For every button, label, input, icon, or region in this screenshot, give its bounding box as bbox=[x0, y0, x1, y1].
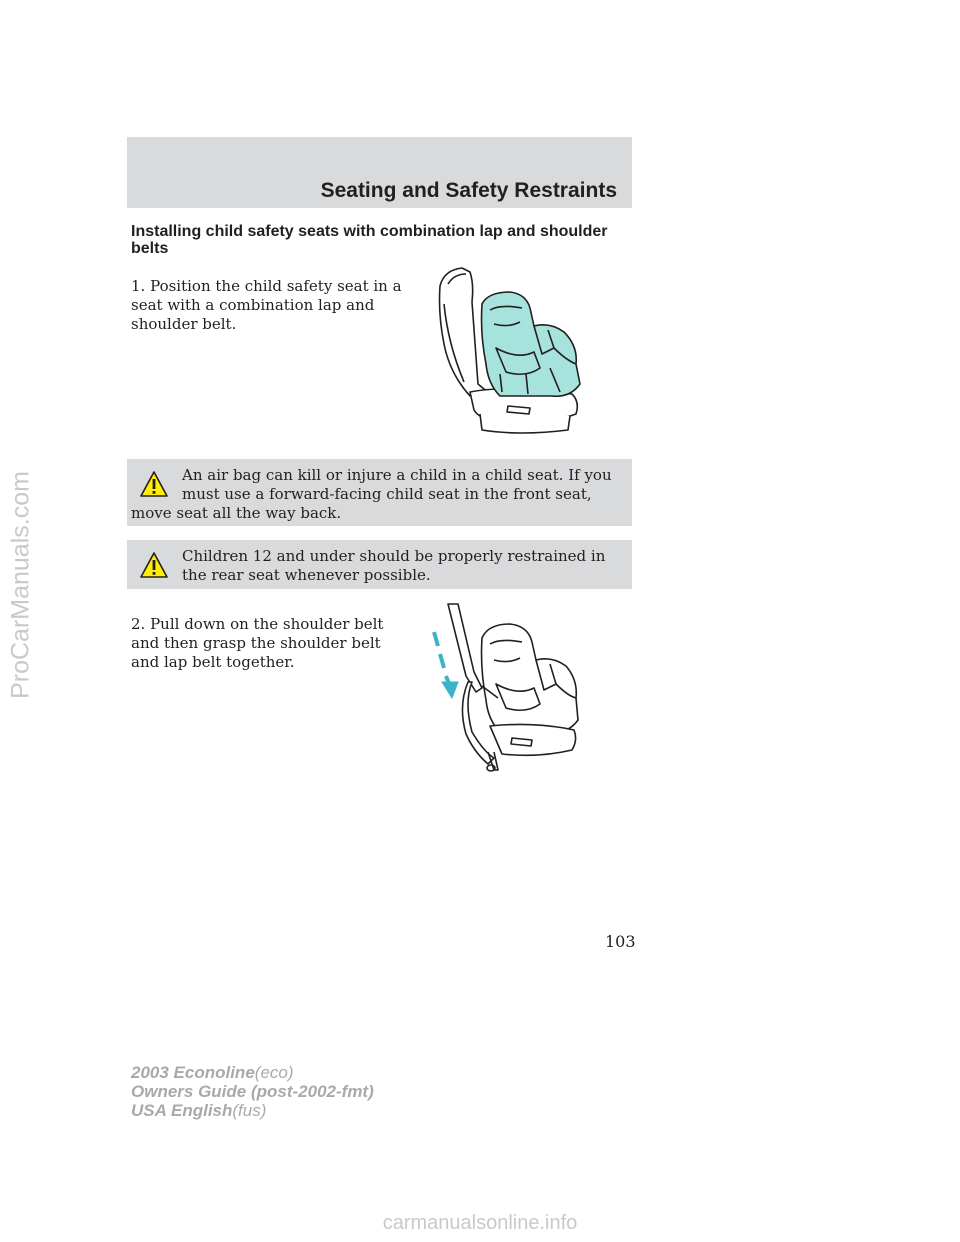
step-1-text: 1. Position the child safety seat in a seat with a combination lap and shoulder belt. bbox=[131, 277, 402, 333]
document-footer bbox=[131, 1063, 374, 1120]
footer-language-code: (fus) bbox=[232, 1101, 267, 1120]
footer-line-2 bbox=[131, 1082, 374, 1101]
footer-line-3 bbox=[131, 1101, 374, 1120]
warning-text-airbag: An air bag can kill or injure a child in a child seat. If you must use a forward-facing child seat in the front seat, move seat all the way back. bbox=[131, 466, 612, 522]
shoulder-belt-illustration bbox=[428, 602, 588, 772]
section-title: Seating and Safety Restraints bbox=[320, 179, 617, 202]
footer-language: USA English bbox=[131, 1101, 233, 1120]
page-number: 103 bbox=[605, 932, 636, 951]
section-heading: Installing child safety seats with combination lap and shoulder belts bbox=[131, 223, 608, 257]
footer-vehicle: 2003 Econoline bbox=[131, 1063, 255, 1082]
warning-box-children bbox=[127, 540, 632, 589]
warning-text-children: Children 12 and under should be properly restrained in the rear seat whenever possible. bbox=[182, 547, 606, 584]
warning-triangle-icon bbox=[139, 551, 169, 579]
footer-line-1 bbox=[131, 1063, 374, 1082]
bottom-watermark: carmanualsonline.info bbox=[382, 1212, 578, 1234]
step-2-text: 2. Pull down on the shoulder belt and then grasp the shoulder belt and lap belt together. bbox=[131, 615, 384, 671]
warning-box-airbag bbox=[127, 459, 632, 526]
child-seat-illustration bbox=[430, 264, 590, 444]
side-watermark: ProCarManuals.com bbox=[6, 471, 35, 699]
footer-vehicle-code: (eco) bbox=[254, 1063, 294, 1082]
warning-triangle-icon bbox=[139, 470, 169, 498]
footer-guide: Owners Guide (post-2002-fmt) bbox=[131, 1082, 374, 1101]
